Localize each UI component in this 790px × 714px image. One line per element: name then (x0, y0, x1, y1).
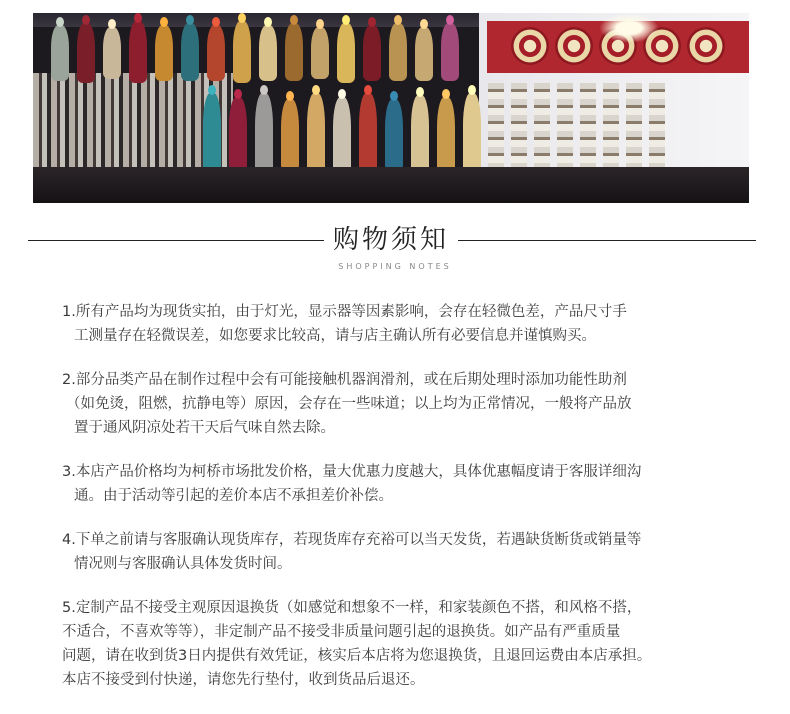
tassel-icon (103, 27, 121, 79)
tassel-icon (203, 93, 221, 173)
heading-rule-left (28, 240, 324, 241)
note-line: 1.所有产品均为现货实拍，由于灯光，显示器等因素影响，会存在轻微色差，产品尺寸手 (62, 304, 627, 320)
tassel-icon (285, 23, 303, 81)
page-title: 购物须知 (332, 225, 449, 255)
tassel-icon (129, 21, 147, 83)
tassel-icon (281, 99, 299, 171)
note-5 (62, 596, 762, 692)
note-3 (62, 460, 762, 508)
tassel-icon (441, 23, 459, 81)
shop-photo (33, 13, 749, 203)
note-4 (62, 528, 762, 576)
note-1 (62, 300, 762, 348)
tassel-icon (363, 25, 381, 81)
tassel-icon (259, 25, 277, 81)
photo-lamp (599, 13, 659, 43)
tassel-icon (307, 93, 325, 173)
note-line: 2.部分品类产品在制作过程中会有可能接触机器润滑剂，或在后期处理时添加功能性助剂 (62, 372, 627, 388)
tassel-icon (337, 23, 355, 83)
photo-floor-shelf (33, 167, 749, 203)
rosette-icon (511, 27, 549, 65)
note-line: 不适合，不喜欢等等），非定制产品不接受非质量问题引起的退换货。如产品有严重质量 (62, 624, 621, 640)
tassel-icon (359, 93, 377, 173)
tassel-icon (463, 93, 481, 173)
tassel-icon (415, 27, 433, 81)
note-line: 4.下单之前请与客服确认现货库存，若现货库存充裕可以当天发货，若遇缺货断货或销量等 (62, 532, 642, 548)
note-line: 3.本店产品价格均为柯桥市场批发价格，量大优惠力度越大，具体优惠幅度请于客服详细沟 (62, 464, 642, 480)
tassel-icon (311, 27, 329, 79)
tassel-icon (411, 95, 429, 173)
heading-rule-right (458, 240, 756, 241)
note-line: 5.定制产品不接受主观原因退换货（如感觉和想象不一样，和家装颜色不搭，和风格不搭， (62, 600, 642, 616)
page-subtitle: SHOPPING NOTES (338, 262, 452, 271)
tassel-icon (77, 23, 95, 83)
tassel-icon (385, 99, 403, 171)
note-line: 问题，请在收到货3日内提供有效凭证，核实后本店将为您退换货，且退回运费由本店承担。 (62, 648, 652, 664)
tassel-icon (437, 97, 455, 173)
note-2 (62, 368, 762, 440)
note-line: 通。由于活动等引起的差价本店不承担差价补偿。 (74, 488, 393, 504)
notes-list (62, 300, 762, 712)
tassel-icon (389, 23, 407, 81)
tassel-icon (207, 25, 225, 81)
note-line: 本店不接受到付快递，请您先行垫付，收到货品后退还。 (62, 672, 425, 688)
tassel-icon (181, 23, 199, 81)
tassel-icon (255, 93, 273, 175)
note-line: 情况则与客服确认具体发货时间。 (74, 556, 292, 572)
note-line: 工测量存在轻微误差，如您要求比较高，请与店主确认所有必要信息并谨慎购买。 (74, 328, 596, 344)
note-line: （如免烫，阻燃，抗静电等）原因，会存在一些味道；以上均为正常情况，一般将产品放 (66, 396, 632, 412)
tassel-icon (233, 21, 251, 83)
tassel-icon (229, 97, 247, 171)
rosette-icon (687, 27, 725, 65)
rosette-icon (555, 27, 593, 65)
tassel-icon (51, 25, 69, 81)
note-line: 置于通风阴凉处若干天后气味自然去除。 (74, 420, 335, 436)
section-heading (0, 224, 790, 284)
tassel-icon (155, 25, 173, 81)
tassel-icon (333, 97, 351, 173)
